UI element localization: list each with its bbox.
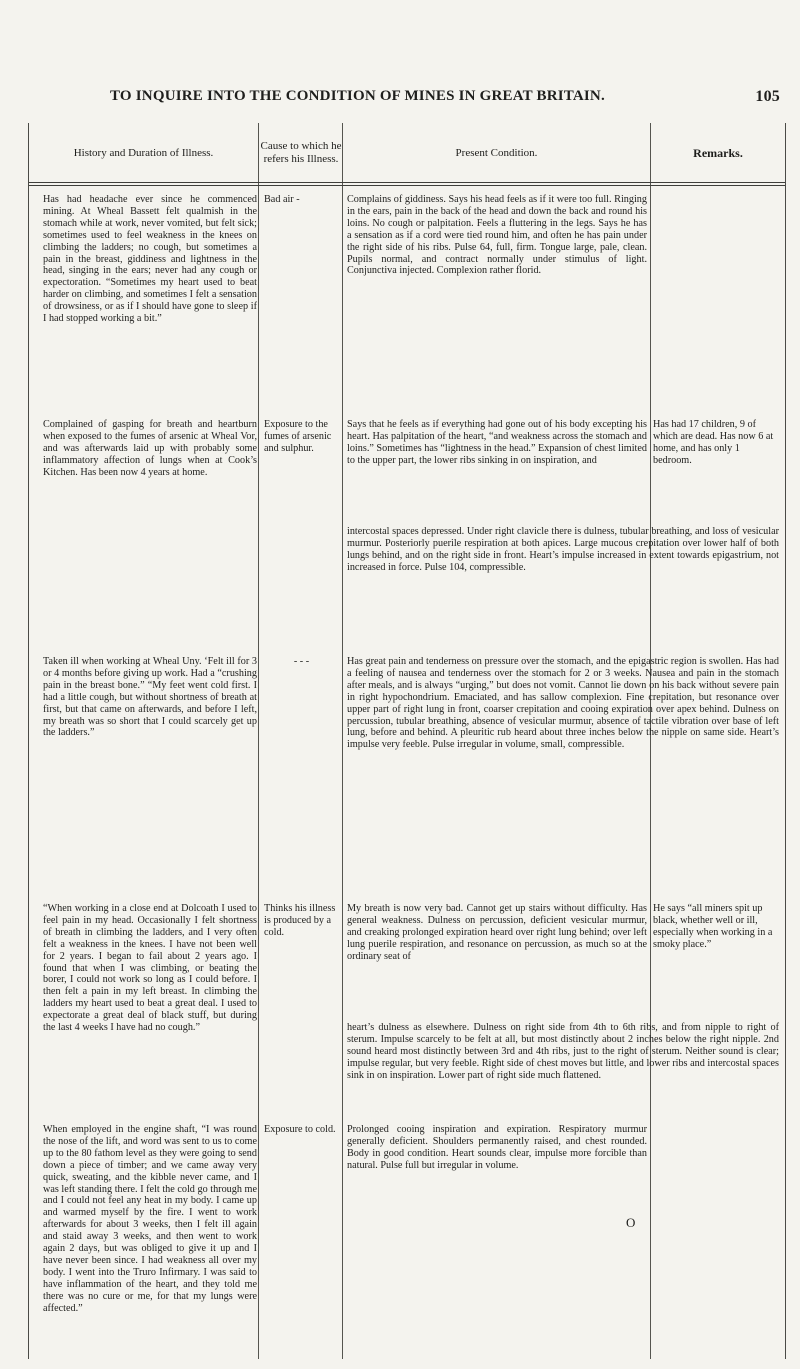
row-4-present: My breath is now very bad. Cannot get up stairs without difficulty. Has general weakness. Dulness on percussion, deficient vesicular murmur, and creaking prolonged expiration heard over right lung behind; over left lung puerile respiration, and resonance on percussion, as much so at the ordinary seat of [347, 903, 647, 962]
row-5-cause: Exposure to cold. [264, 1124, 336, 1135]
column-header-cause: Cause to which he refers his Illness. [260, 140, 342, 165]
column-header-history: History and Duration of Illness. [73, 146, 214, 159]
header-rule [29, 185, 785, 186]
row-3-present: Has great pain and tenderness on pressure over the stomach, and the epigastric region is swollen. Has had a feeling of nausea and tenderness over the stomach for 2 or 3 weeks. Nausea and pain in the stomach after meals, and is always “urging,” but does not vomit. Cannot lie down on his back without severe pain in right hypochondrium. Emaciated, and has sallow complexion. Fine crepitation, but resonance over upper part of right lung in front, coarser crepitation and cooing expiration over apex behind. Dulness on percussion, tubular breathing, absence of vesicular murmur, absence of tactile vibration over base of left lung, before and behind. A pleuritic rub heard about three inches below the nipple on same side. Heart’s impulse very feeble. Pulse irregular in volume, small, compressible. [347, 656, 779, 751]
running-head-title: TO INQUIRE INTO THE CONDITION OF MINES IN GREAT BRITAIN. [110, 88, 605, 104]
header-rule [29, 182, 785, 183]
row-1-cause: Bad air - [264, 194, 300, 205]
row-5-history: When employed in the engine shaft, “I was round the nose of the lift, and word was sent to us to come up to the 80 fathom level as they were going to send down a piece of timber; and we came away very quick, sweating, and the kibble never came, and I was left standing there. I felt the cold go through me and I could not feel any heat in my body. I came up and warmed myself by the fire. I went to work afterwards for about 3 weeks, then I felt ill again and staid away 3 weeks, and then went to work again 2 days, but was obliged to give it up and I have never been since. I had weakness all over my body. I went into the Truro Infirmary. I was said to have inflammation of the heart, and they told me there was no cure or me, for that my lungs were affected.” [43, 1124, 257, 1314]
running-header [28, 88, 780, 108]
row-2-present-continued: intercostal spaces depressed. Under right clavicle there is dulness, tubular breathing, and loss of vesicular murmur. Posteriorly puerile respiration at both apices. Large mucous crepitation over lower half of both lungs behind, and on the right side in front. Heart’s impulse increased in extent towards epigastrium, not increased in force. Pulse 104, compressible. [347, 526, 779, 573]
page-number: 105 [755, 88, 780, 105]
row-4-history: “When working in a close end at Dolcoath I used to feel pain in my head. Occasionally I felt shortness of breath in climbing the ladders, and I very often felt a weakness in the knees. I have not been well for 2 years. I began to fail about 2 years ago. I found that when I was climbing, or beating the borer, I could not work so long as I could before. I then felt a pain in my left breast. In climbing the ladders my heart used to beat a great deal. I used to expectorate a great deal of black stuff, but during the last 4 weeks I have had no cough.” [43, 903, 257, 1034]
row-2-history: Complained of gasping for breath and heartburn when exposed to the fumes of arsenic at Wheal Vor, and was afterwards laid up with probably some inflammatory affection of lungs when at Cook’s Kitchen. Has been now 4 years at home. [43, 419, 257, 478]
row-1-history: Has had headache ever since he commenced mining. At Wheal Bassett felt qualmish in the stomach while at work, never vomited, but felt sick; sometimes used to feel weakness in the knees on climbing the ladders; no cough, but sometimes a pain in the breast, giddiness and lightness in the head, singing in the ears; never had any cough or expectoration. “Sometimes my heart used to beat harder on climbing, and sometimes I felt a sensation of drowsiness, or as if I should have gone to sleep if I had stopped working a bit.” [43, 194, 257, 325]
row-3-history: Taken ill when working at Wheal Uny. ‘Felt ill for 3 or 4 months before giving up work. Had a “crushing pain in the breast bone.” “My feet went cold first. I had a little cough, but without shortness of breath at first, but that came on afterwards, and before I left, my breath was so short that I could scarcely get up the ladders.” [43, 656, 257, 739]
column-header-remarks: Remarks. [693, 145, 743, 160]
row-1-present: Complains of giddiness. Says his head feels as if it were too full. Ringing in the ears, pain in the back of the head and down the back and round his loins. No cough or palpitation. Feels a fluttering in the legs. Says he has a sensation as if a cord were tied round him, and often he has pain under the right side of his ribs. Pulse 64, full, firm. Tongue large, pale, clean. Pupils normal, and contract normally under stimulus of light. Conjunctiva injected. Complexion rather florid. [347, 194, 647, 277]
column-header-present: Present Condition. [455, 146, 538, 159]
column-divider [258, 123, 259, 1359]
row-4-present-continued: heart’s dulness as elsewhere. Dulness on right side from 4th to 6th ribs, and from nipple to right of sterum. Impulse scarcely to be felt at all, but most distinctly about 2 inches below the right nipple. 2nd sound heard most distinctly between 3rd and 4th ribs, just to the right of sterum. Neither sound is clear; impulse regular, but very feeble. Right side of chest moves but little, and lower ribs and intercostal spaces sink in on inspiration. Lower part of right side much flattened. [347, 1022, 779, 1081]
row-4-remarks: He says “all miners spit up black, whether well or ill, especially when working in a smoky place.” [653, 903, 773, 950]
row-2-remarks: Has had 17 children, 9 of which are dead. Has now 6 at home, and has only 1 bedroom. [653, 419, 774, 466]
row-2-cause: Exposure to the fumes of arsenic and sulphur. [264, 419, 332, 454]
illness-table [28, 123, 786, 1359]
column-divider [342, 123, 343, 1359]
row-2-present: Says that he feels as if everything had gone out of his body excepting his heart. Has palpitation of the heart, “and weakness across the stomach and loins.” Sometimes has “lightness in the head.” Expansion of chest limited to the upper part, the lower ribs sinking in on inspiration, and [347, 419, 647, 466]
row-4-cause: Thinks his illness is produced by a cold. [264, 903, 336, 938]
row-5-present: Prolonged cooing inspiration and expiration. Respiratory murmur generally deficient. Shoulders permanently raised, and chest rounded. Body in good condition. Heart sounds clear, impulse more forcible than natural. Pulse full but irregular in volume. [347, 1124, 647, 1171]
signature-mark: O [626, 1215, 636, 1230]
row-3-cause: - - - [293, 656, 310, 667]
